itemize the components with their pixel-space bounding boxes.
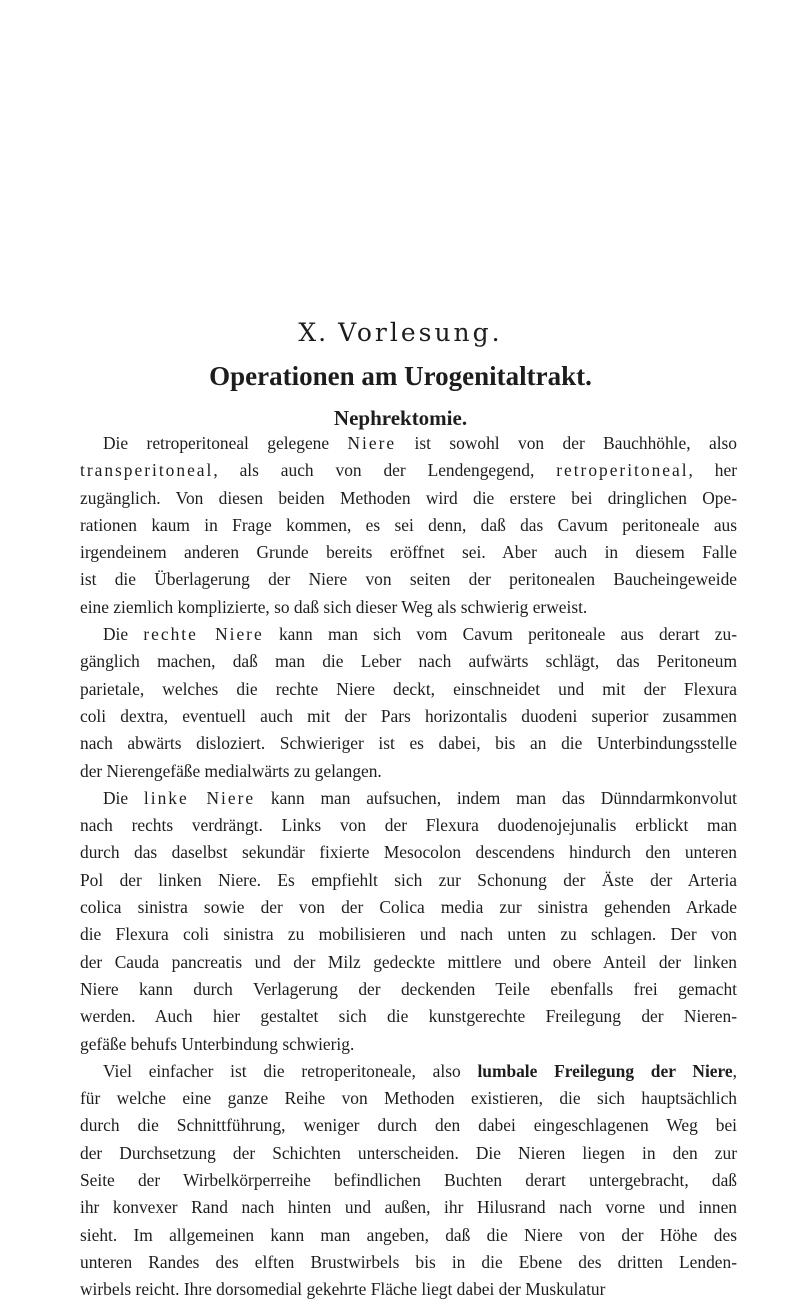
paragraph [80, 430, 737, 621]
text-line: sieht. Im allgemeinen kann man angeben, daß die Niere von der Höhe des [80, 1224, 737, 1245]
text-line: rationen kaum in Frage kommen, es sei denn, daß das Cavum peritoneale aus [80, 514, 737, 535]
text-line: Die retroperitoneal gelegene Niere ist sowohl von der Bauchhöhle, also [103, 433, 737, 453]
text-line: wirbels reicht. Ihre dorsomedial gekehrte Fläche liegt dabei der Muskulatur [80, 1279, 606, 1300]
paragraph [80, 621, 737, 785]
paragraph [80, 785, 737, 1058]
text-line: coli dextra, eventuell auch mit der Pars horizontalis duodeni superior zusammen [80, 705, 737, 726]
text-line: Seite der Wirbelkörperreihe befindlichen Buchten derart untergebracht, daß [80, 1170, 737, 1191]
text-line: der Durchsetzung der Schichten unterscheiden. Die Nieren liegen in den zur [80, 1142, 737, 1163]
text-line: Die linke Niere kann man aufsuchen, indem man das Dünndarmkonvolut [103, 787, 737, 808]
lecture-word: Vorlesung. [338, 318, 503, 347]
text-line: Niere kann durch Verlagerung der deckenden Teile ebenfalls frei gemacht [80, 978, 737, 999]
text-line: zugänglich. Von diesen beiden Methoden wird die erstere bei dringlichen Ope- [80, 487, 737, 508]
text-line: Die rechte Niere kann man sich vom Cavum peritoneale aus derart zu- [103, 624, 737, 645]
text-line: durch die Schnittführung, weniger durch den dabei eingeschlagenen Weg bei [80, 1115, 737, 1136]
text-line: gänglich machen, daß man die Leber nach aufwärts schlägt, das Peritoneum [80, 651, 737, 672]
text-line: eine ziemlich komplizierte, so daß sich dieser Weg als schwierig erweist. [80, 596, 588, 617]
chapter-title: Operationen am Urogenitaltrakt. [209, 361, 592, 391]
text-line: colica sinistra sowie der von der Colica media zur sinistra gehenden Arkade [80, 897, 737, 918]
text-line: Viel einfacher ist die retroperitoneale, also lumbale Freilegung der Niere, [103, 1060, 737, 1081]
text-line: unteren Randes des elften Brustwirbels bis in die Ebene des dritten Lenden- [80, 1251, 737, 1272]
text-line: nach abwärts disloziert. Schwieriger ist es dabei, bis an die Unterbindungsstelle [80, 733, 737, 754]
text-line: werden. Auch hier gestaltet sich die kunstgerechte Freilegung der Nieren- [80, 1006, 737, 1027]
lecture-heading [0, 318, 801, 348]
body-text [80, 430, 737, 1304]
text-line: die Flexura coli sinistra zu mobilisieren und nach unten zu schlagen. Der von [80, 924, 737, 945]
bold-emphasis: lumbale Freilegung der Niere [477, 1060, 733, 1081]
text-line: durch das daselbst sekundär fixierte Mesocolon descendens hindurch den unteren [80, 842, 737, 863]
text-line: transperitoneal, als auch von der Lendengegend, retroperitoneal, her [80, 460, 737, 481]
section-title: Nephrektomie. [333, 406, 468, 430]
text-line: ihr konvexer Rand nach hinten und außen, ihr Hilusrand nach vorne und innen [80, 1197, 737, 1218]
spaced-emphasis: retroperitoneal [556, 460, 689, 481]
spaced-emphasis: linke Niere [143, 787, 256, 808]
text-line: gefäße behufs Unterbindung schwierig. [80, 1033, 355, 1054]
text-line: Pol der linken Niere. Es empfiehlt sich zur Schonung der Äste der Arteria [80, 869, 737, 890]
spaced-emphasis: rechte Niere [143, 624, 264, 645]
text-line: der Nierengefäße medialwärts zu gelangen. [80, 760, 382, 781]
spaced-emphasis: Niere [347, 433, 397, 453]
lecture-number: X. [298, 318, 329, 347]
text-line: ist die Überlagerung der Niere von seiten der peritonealen Baucheingeweide [80, 569, 737, 590]
text-line: irgendeinem anderen Grunde bereits eröffnet sei. Aber auch in diesem Falle [80, 542, 737, 563]
paragraph [80, 1058, 737, 1304]
text-line: der Cauda pancreatis und der Milz gedeckte mittlere und obere Anteil der linken [80, 951, 737, 972]
text-line: nach rechts verdrängt. Links von der Flexura duodenojejunalis erblickt man [80, 815, 737, 836]
spaced-emphasis: transperitoneal [80, 460, 214, 481]
text-line: für welche eine ganze Reihe von Methoden existieren, die sich hauptsächlich [80, 1088, 737, 1109]
text-line: parietale, welches die rechte Niere deckt, einschneidet und mit der Flexura [80, 678, 737, 699]
